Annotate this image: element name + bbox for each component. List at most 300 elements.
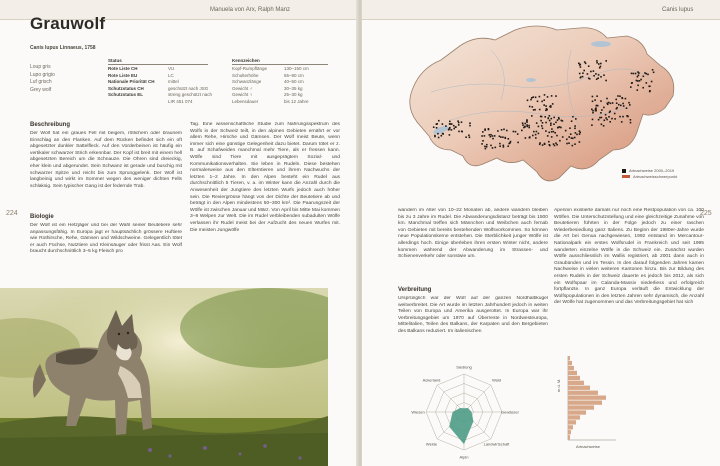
record-dot [587,73,589,75]
record-dot [635,73,637,75]
hist-bar [568,435,570,439]
record-dot [436,123,438,125]
record-dot [596,105,598,107]
record-dot [626,115,628,117]
record-dot [542,122,544,124]
record-dot [486,144,488,146]
record-dot [484,135,486,137]
measure-row [232,92,328,99]
record-dot [551,95,553,97]
record-dot [630,86,632,88]
status-table [108,58,218,106]
record-dot [555,122,557,124]
record-dot [442,133,444,135]
record-dot [623,105,625,107]
record-dot [616,102,618,104]
measure-value: 30–35 kg [284,85,303,91]
record-dot [612,102,614,104]
record-dot [541,116,543,118]
record-dot [578,63,580,65]
record-dot [550,123,552,125]
record-dot [595,73,597,75]
record-dot [542,144,544,146]
record-dot [557,119,559,121]
record-dot [630,119,632,121]
record-dot [458,122,460,124]
section-heading-verbreitung: Verbreitung [398,287,432,293]
record-dot [502,136,504,138]
record-dot [437,133,439,135]
hist-bar [568,430,571,434]
record-dot [544,143,546,145]
text-column-2: Tag. Eine wissenschaftliche Studie zum Nahrungsspektrum des Wolfs in der Schweiz teilt, in den alpinen Gebieten ernährt er vor allem Rehe, Hirsche und Gämsen. Der Wolf meist Beute, wenn immer sich eine günstige Gelegenheit dazu bietet. Darum tötet er z. B. auf Schafweiden manchmal mehr Tiere, als er fressen kann. Wölfe sind Tiere mit ausgeprägtem Sozial- und Kommunikationsverhalten. Sie leben in Rudeln. Diese bestehen normalerweise aus den Elterntieren und ihrem Nachwuchs der letzten 1–2 Jahre. In den Alpen besteht ein Rudel aus durchschnittlich 5 Tieren, v. a. im Winter kann die Anzahl durch die Anwesenheit der Jungtiere des letzten Wurfs jedoch auch höher sein. Die Reviergrösse hängt von der Dichte der Beutetiere ab und beträgt in den Alpen mindestens 50–300 km². Die Paarungszeit der Wölfe ist zwischen Januar und März. Von April bis Mitte Mai kommen 3–8 Welpen zur Welt. Die im Rudel verbleibenden subadulten Wölfe verlassen ihr Rudel meist bei der Aufzucht des neuen Wurfes mit. Die meisten Jungwölfe [190,122,340,233]
record-dot [535,137,537,139]
distribution-map [391,10,691,190]
legend-item [622,174,677,180]
record-dot [644,72,646,74]
hist-bar [568,361,572,365]
record-dot [469,137,471,139]
hist-bar [568,366,574,370]
record-dot [609,121,611,123]
status-value: streng geschützt nach [168,92,213,98]
record-dot [574,137,576,139]
record-dot [631,82,633,84]
record-dot [559,126,561,128]
record-dot [436,127,438,129]
hist-bar [568,405,594,409]
record-dot [603,125,605,127]
record-dot [572,138,574,140]
record-dot [575,132,577,134]
record-dot [551,118,553,120]
record-dot [593,70,595,72]
record-dot [554,145,556,147]
status-value: mittel [168,79,179,85]
header-running-title: Canis lupus [662,7,694,13]
page-number-left: 224 [6,210,18,217]
legend-swatch [622,169,626,173]
record-dot [594,99,596,101]
record-dot [495,147,497,149]
record-dot [580,66,582,68]
record-dot [617,95,619,97]
measurements-table [232,58,328,106]
record-dot [638,75,640,77]
record-dot [637,89,639,91]
record-dot [528,125,530,127]
record-dot [536,131,538,133]
record-dot [531,115,533,117]
record-dot [485,148,487,150]
record-dot [579,141,581,143]
status-row [108,99,218,106]
record-dot [605,60,607,62]
record-dot [521,130,523,132]
record-dot [571,120,573,122]
measure-row [232,79,328,86]
measure-key: Gewicht ♂ [232,85,253,91]
record-dot [482,131,484,133]
record-dot [605,117,607,119]
record-dot [605,114,607,116]
measure-row [232,86,328,93]
record-dot [637,85,639,87]
record-dot [606,98,608,100]
record-dot [513,131,515,133]
record-dot [500,136,502,138]
record-dot [601,124,603,126]
record-dot [615,99,617,101]
record-dot [553,143,555,145]
record-dot [537,101,539,103]
hist-bar [568,391,598,395]
wolf-photo [0,288,328,466]
record-dot [596,60,598,62]
record-dot [592,96,594,98]
record-dot [548,132,550,134]
page-title: Grauwolf [30,14,106,33]
record-dot [545,105,547,107]
status-value: geschützt nach JSG [168,85,209,91]
record-dot [529,106,531,108]
habitat-radar-chart [408,356,520,464]
status-key: Schutzstatus CH [108,85,144,91]
record-dot [449,121,451,123]
record-dot [556,144,558,146]
measure-value: 25–30 kg [284,92,303,98]
record-dot [489,134,491,136]
hist-bar [568,420,576,424]
record-dot [555,142,557,144]
record-dot [611,118,613,120]
record-dot [469,125,471,127]
record-dot [458,124,460,126]
switzerland-outline [410,26,674,181]
record-dot [600,100,602,102]
record-dot [625,98,627,100]
record-dot [481,143,483,145]
record-dot [492,135,494,137]
record-dot [548,141,550,143]
record-dot [484,146,486,148]
legend-label: Artnachweise 2000–2019 [629,168,675,173]
record-dot [553,117,555,119]
record-dot [457,120,459,122]
record-dot [526,126,528,128]
record-dot [572,145,574,147]
record-dot [600,66,602,68]
record-dot [579,73,581,75]
record-dot [651,81,653,83]
hist-bar [568,410,586,414]
record-dot [539,96,541,98]
record-dot [486,146,488,148]
record-dot [536,122,538,124]
record-dot [596,78,598,80]
record-dot [640,79,642,81]
status-value: VU [168,66,175,71]
record-dot [541,101,543,103]
record-dot [616,107,618,109]
record-dot [566,139,568,141]
status-value: LC [168,72,174,78]
record-dot [582,76,584,78]
status-key [108,99,168,106]
measurements-heading: Kennzeichen [232,58,328,65]
record-dot [529,136,531,138]
record-dot [539,109,541,111]
record-dot [449,134,451,136]
common-name: Loup gris [30,64,51,70]
record-dot [558,117,560,119]
wolf-photo-image [0,288,328,466]
record-dot [534,109,536,111]
record-dot [526,119,528,121]
radar-axis-label: Wald [492,377,501,383]
record-dot [549,115,551,117]
common-names-list [30,64,55,94]
record-dot [465,136,467,138]
measure-value: 40–50 cm [284,79,304,85]
record-dot [574,125,576,127]
measure-key: Kopf-Rumpflänge [232,66,268,71]
radar-axis-label: Ackerland [422,377,441,383]
record-dot [580,76,582,78]
measure-value: 130–150 cm [284,66,309,71]
hist-x-label: Artnachweise [576,444,601,449]
record-dot [583,70,585,72]
record-dot [603,74,605,76]
record-dot [433,126,435,128]
record-dot [589,78,591,80]
record-dot [556,135,558,137]
record-dot [562,136,564,138]
hist-bar [568,396,606,400]
record-dot [526,121,528,123]
record-dot [643,76,645,78]
record-dot [637,80,639,82]
record-dot [652,69,654,71]
hist-bar [568,415,580,419]
record-dot [596,62,598,64]
record-dot [579,130,581,132]
record-dot [547,135,549,137]
record-dot [533,109,535,111]
record-dot [553,131,555,133]
record-dot [455,126,457,128]
record-dot [461,121,463,123]
hist-bar [568,376,580,380]
measure-key: Lebensdauer [232,98,259,104]
common-name: Grey wolf [30,86,52,93]
record-dot [566,143,568,145]
record-dot [515,131,517,133]
record-dot [568,136,570,138]
record-dot [585,63,587,65]
record-dot [620,105,622,107]
record-dot [551,131,553,133]
measure-row [232,73,328,80]
record-dot [544,94,546,96]
text-column-3b: Ursprünglich war der Wolf auf der ganzen Nordhalbkugel weitverbreitet. Die Art wurde im letzten Jahrhundert jedoch in weiten Teilen von Europa und Amerika ausgerottet. In Europa war ihr Verbreitungsgebiet um 1970 auf Überreste in Nordwesteuropa, Mittelitalien, Teilen des Balkans, der Karpaten und den Bergebieten des Balkans reduziert. Im italienischen [398,296,548,334]
record-dot [508,138,510,140]
record-dot [547,96,549,98]
record-dot [599,67,601,69]
record-dot [517,142,519,144]
status-row [108,86,218,93]
record-dot [588,65,590,67]
record-dot [649,90,651,92]
record-dot [604,120,606,122]
radar-axis-label: Gewässer [500,409,520,415]
record-dot [574,143,576,145]
section-heading-biologie: Biologie [30,214,54,220]
page-number-right: 225 [700,210,712,217]
record-dot [598,74,600,76]
record-dot [543,104,545,106]
record-dot [494,135,496,137]
record-dot [551,136,553,138]
record-dot [501,129,503,131]
record-dot [542,128,544,130]
record-dot [582,72,584,74]
hist-bar [568,371,577,375]
record-dot [592,110,594,112]
record-dot [503,146,505,148]
record-dot [593,75,595,77]
record-dot [565,130,567,132]
common-name: Luf grisch [30,79,52,85]
hist-bar [568,425,573,429]
text-biologie: Der Wolf ist ein Hetzjäger und bei der Wahl seiner Beutetiere sehr anpassungsfähig. In Europa jagt er hauptsächlich grössere Huftiere wie Rothirsche, Rehe, Gämsen und Wildschweine. Gelegentlich tötet er auch Füchse, Nutztiere und Kleinsäuger oder frisst Aas. Ein Wolf braucht durchschnittlich 3–5 kg Fleisch pro [30,223,182,255]
record-dot [637,76,639,78]
radar-axis-label: Wiesen [411,409,425,415]
record-dot [532,135,534,137]
record-dot [458,131,460,133]
status-value: LIR 451 074 [168,98,193,104]
record-dot [601,109,603,111]
record-dot [574,128,576,130]
record-dot [653,72,655,74]
hist-bar [568,401,602,405]
status-key: Schutzstatus EL [108,92,144,98]
record-dot [649,85,651,87]
record-dot [610,103,612,105]
record-dot [575,118,577,120]
record-dot [592,112,594,114]
record-dot [544,116,546,118]
record-dot [538,126,540,128]
record-dot [490,145,492,147]
record-dot [499,145,501,147]
record-dot [598,119,600,121]
hist-bar [568,356,570,360]
record-dot [621,121,623,123]
record-dot [548,118,550,120]
radar-axis-label: Weide [425,441,438,447]
record-dot [535,134,537,136]
record-dot [551,128,553,130]
record-dot [572,116,574,118]
record-dot [531,97,533,99]
record-dot [569,127,571,129]
record-dot [597,77,599,79]
status-row [108,66,218,73]
record-dot [450,123,452,125]
radar-axis-label: Siedlung [456,364,472,370]
record-dot [503,129,505,131]
record-dot [451,129,453,131]
hist-bar [568,381,584,385]
record-dot [570,133,572,135]
status-key: Rote Liste EU [108,72,138,78]
record-dot [555,95,557,97]
text-column-4: Apennin existierte damals nur noch eine Restpopulation von ca. 100 Wölfen. Die Unterschutzstellung und eine gleichzeitige Zunahme von Beutetieren führten in der Folge jedoch zu einer raschen Wiederbesiedlung ganz Italiens. Zu Beginn der 1980er-Jahre wurde die Art bei Genua nachgewiesen, 1992 entstand im Mercantour-Nationalpark ein erstes Wolfsrudel in Frankreich und seit 1995 wanderten einzelne Wölfe in die Schweiz ein. Zunächst wurden Wölfe ausschliesslich im Wallis registriert, ab 2001 dann auch in Graubünden und im Tessin. In den darauf folgenden Jahren kamen Nachweise in vielen weiteren Kantonen hinzu. Bis zur Bildung des ersten Rudels in der Schweiz dauerte es jedoch bis 2012, als sich ein Wolfspaar im Calanda-Massiv niederliess und erfolgreich fortpflanzte. In ganz Europa verläuft die Entwicklung der Wolfspopulationen in den letzten Jahren sehr dynamisch, die Anzahl der Wölfe hat zugenommen und das Verbreitungsgebiet hat sich [554,208,704,306]
record-dot [506,130,508,132]
map-legend [622,168,677,180]
record-dot [549,145,551,147]
record-dot [499,143,501,145]
record-dot [469,122,471,124]
record-dot [532,106,534,108]
record-dot [630,122,632,124]
record-dot [580,64,582,66]
record-dot [482,140,484,142]
record-dot [576,134,578,136]
record-dot [533,96,535,98]
record-dot [503,145,505,147]
record-dot [590,71,592,73]
measure-key: Schulterhöhe [232,72,259,78]
record-dot [637,71,639,73]
record-dot [499,136,501,138]
radar-axis-label: Landwirtschaft [483,441,510,447]
record-dot [618,104,620,106]
text-column-3: wandern im Alter von 10–22 Monaten ab, andere wandern bleiben bis zu 3 Jahre im Rudel. Die Abwanderungsdistanz beträgt bis 1500 km. Manchmal treffen sich Männchen und Weibchen auch fernab von Gebieten mit bereits bestehenden Wolfsvorkommen. So können neue Populationskerne entstehen. Die Sterblichkeit junger Wölfe ist allerdings hoch. Einige überleben ihren ersten Winter nicht, andere kommen während der Abwanderung im Strassen- und Schienenverkehr oder sonstwie um. [398,208,548,260]
record-dot [492,138,494,140]
record-dot [592,101,594,103]
record-dot [607,103,609,105]
record-dot [524,123,526,125]
record-dot [603,107,605,109]
record-dot [507,145,509,147]
record-dot [622,98,624,100]
record-dot [591,124,593,126]
record-dot [622,103,624,105]
record-dot [609,112,611,114]
record-dot [449,127,451,129]
record-dot [633,73,635,75]
left-page [0,0,358,466]
record-dot [619,95,621,97]
record-dot [553,123,555,125]
record-dot [591,109,593,111]
record-dot [595,110,597,112]
measure-key: Gewicht ♀ [232,92,253,98]
record-dot [490,136,492,138]
record-dot [622,116,624,118]
record-dot [619,116,621,118]
record-dot [550,124,552,126]
record-dot [438,137,440,139]
measure-value: bis 12 Jahre [284,98,309,104]
record-dot [541,125,543,127]
status-row [108,92,218,99]
record-dot [538,133,540,135]
record-dot [608,116,610,118]
record-dot [600,112,602,114]
